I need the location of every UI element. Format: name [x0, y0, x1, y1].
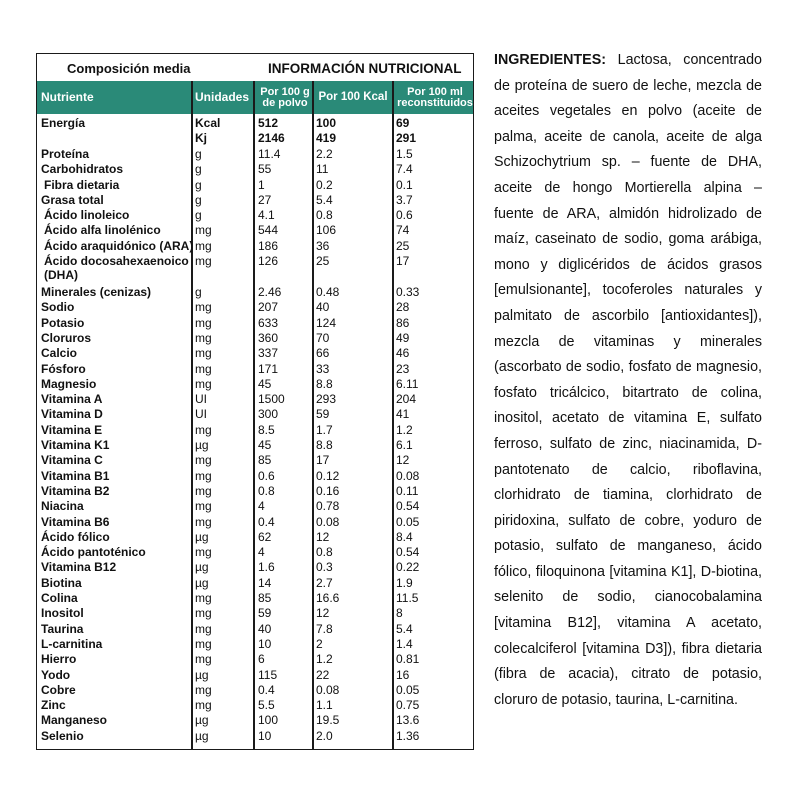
per100g-cell: 40 [258, 621, 272, 636]
per100g-cell: 186 [258, 238, 279, 253]
per100kcal-cell: 2.0 [316, 728, 333, 743]
per100ml-cell: 6.1 [396, 438, 413, 453]
unit-cell: µg [195, 713, 209, 728]
per100ml-cell: 11.5 [396, 591, 419, 606]
per100ml-cell: 0.33 [396, 285, 420, 300]
per100kcal-cell: 22 [316, 667, 330, 682]
unit-cell: mg [195, 621, 212, 636]
per100ml-cell: 0.1 [396, 177, 413, 192]
table-row [37, 545, 473, 560]
per100ml-cell: 204 [396, 392, 417, 407]
per100kcal-cell: 16.6 [316, 591, 340, 606]
per100ml-cell: 0.54 [396, 545, 420, 560]
header-per100g: Por 100 g de polvo [260, 85, 310, 109]
table-title-left: Composición media [67, 61, 191, 76]
per100ml-cell: 13.6 [396, 713, 420, 728]
per100ml-cell: 25 [396, 238, 410, 253]
per100g-cell: 0.6 [258, 468, 275, 483]
nutrition-table [36, 53, 474, 750]
nutrient-name: Vitamina B6 [41, 514, 110, 529]
table-row [37, 223, 473, 238]
per100kcal-cell: 1.2 [316, 652, 333, 667]
per100ml-cell: 49 [396, 330, 410, 345]
per100kcal-cell: 2 [316, 636, 323, 651]
table-row [37, 178, 473, 193]
unit-cell: mg [195, 698, 212, 713]
table-row [37, 698, 473, 713]
nutrient-name: Ácido alfa linolénico [44, 223, 161, 238]
per100ml-cell: 8 [396, 606, 403, 621]
table-row-energy [37, 116, 473, 147]
per100g-cell: 0.4 [258, 514, 275, 529]
per100kcal-cell: 8.8 [316, 438, 333, 453]
per100g-cell: 2146 [258, 131, 285, 145]
per100ml-cell: 23 [396, 361, 410, 376]
per100g-cell: 2.46 [258, 285, 282, 300]
unit-cell: UI [195, 407, 207, 422]
per100g-cell: 85 [258, 453, 272, 468]
unit-cell: g [195, 285, 202, 300]
per100ml-cell: 1.2 [396, 422, 413, 437]
per100g-cell: 8.5 [258, 422, 275, 437]
per100g-cell: 337 [258, 346, 279, 361]
per100g-cell: 1.6 [258, 560, 275, 575]
unit-cell: g [195, 177, 202, 192]
per100kcal-cell: 19.5 [316, 713, 340, 728]
per100ml-cell: 0.22 [396, 560, 420, 575]
table-row [37, 530, 473, 545]
per100ml-cell: 16 [396, 667, 410, 682]
unit-cell: µg [195, 560, 209, 575]
per100g-cell: 512 [258, 116, 279, 130]
per100g-cell: 544 [258, 223, 279, 238]
table-row [37, 423, 473, 438]
table-row [37, 162, 473, 177]
unit-cell: mg [195, 636, 212, 651]
unit-cell: µg [195, 575, 209, 590]
per100g-cell: 360 [258, 330, 279, 345]
header-per100ml: Por 100 ml reconstituidos [397, 85, 473, 109]
per100kcal-cell: 106 [316, 223, 337, 238]
per100g-cell: 10 [258, 636, 272, 651]
unit-cell: mg [195, 682, 212, 697]
table-body [37, 116, 473, 744]
nutrient-name: Vitamina B12 [41, 560, 117, 575]
header-units: Unidades [195, 90, 250, 104]
table-row [37, 193, 473, 208]
per100ml-cell: 1.4 [396, 636, 413, 651]
table-row [37, 683, 473, 698]
unit-cell: g [195, 147, 202, 161]
per100g-cell: 633 [258, 315, 279, 330]
table-row [37, 606, 473, 621]
per100ml-cell: 0.75 [396, 698, 420, 713]
nutrient-name: Yodo [41, 667, 71, 682]
unit-cell: mg [195, 514, 212, 529]
nutrient-name: Grasa total [41, 192, 104, 207]
per100g-cell: 1500 [258, 392, 285, 407]
table-row [37, 499, 473, 514]
per100ml-cell: 28 [396, 300, 410, 315]
per100g-cell: 55 [258, 162, 272, 177]
ingredients-label: INGREDIENTES: [494, 52, 607, 68]
per100g-cell: 14 [258, 575, 272, 590]
nutrient-name: Ácido araquidónico (ARA) [44, 238, 194, 253]
nutrient-name: Ácido docosahexaenoico (DHA) [44, 254, 189, 283]
table-row [37, 484, 473, 499]
unit-cell: mg [195, 468, 212, 483]
header-per100kcal: Por 100 Kcal [318, 91, 388, 103]
per100ml-cell: 0.08 [396, 468, 420, 483]
nutrient-name: Vitamina B1 [41, 468, 110, 483]
unit-cell: mg [195, 422, 212, 437]
nutrient-name: Carbohidratos [41, 162, 124, 177]
per100kcal-cell: 0.3 [316, 560, 333, 575]
ingredients-body: Lactosa, concentrado de proteína de suero de leche, mezcla de aceites vegetales en polvo (aceite de palma, aceite de canola, aceite de alga Schizochytrium sp. – fuente de DHA, aceite de hongo Mortierella alpina – fuente de ARA, almidón hidrolizado de maíz, caseinato de sodio, goma arábiga, mono y diglicéridos de ácidos grasos [emulsionante], tocoferoles naturales y palmitato de ascorbilo [antioxidantes]), mezcla de vitaminas y minerales (ascorbato de sodio, fosfato de magnesio, fosfato tricálcico, bitartrato de colina, inositol, acetato de vitamina E, sulfato ferroso, sulfato de zinc, niacinamida, D-pantotenato de calcio, riboflavina, clorhidrato de tiamina, clorhidrato de piridoxina, sulfato de cobre, yoduro de potasio, sulfato de manganeso, ácido fólico, filoquinona [vitamina K1], D-biotina, selenito de sodio, cianocobalamina [vitamina B12], vitamina A acetato, colecalciferol [vitamina D3]), fibra dietaria (fibra de acacia), citrato de potasio, cloruro de potasio, taurina, L-carnitina. [494, 52, 762, 708]
unit-cell: mg [195, 606, 212, 621]
table-row [37, 208, 473, 223]
table-row [37, 407, 473, 422]
table-row [37, 637, 473, 652]
per100ml-cell: 0.54 [396, 499, 420, 514]
unit-cell: UI [195, 392, 207, 407]
unit-cell: mg [195, 300, 212, 315]
per100kcal-cell: 0.08 [316, 682, 340, 697]
per100g-cell: 45 [258, 376, 272, 391]
nutrient-name: Biotina [41, 575, 82, 590]
per100kcal-cell: 0.16 [316, 483, 340, 498]
per100g-cell: 27 [258, 192, 272, 207]
nutrient-name: Vitamina B2 [41, 483, 110, 498]
per100g-cell: 1 [258, 177, 265, 192]
unit-cell: µg [195, 728, 209, 743]
nutrient-name: Proteína [41, 147, 90, 161]
table-row [37, 713, 473, 728]
per100g-cell: 62 [258, 529, 272, 544]
unit-cell: mg [195, 330, 212, 345]
nutrient-name: Colina [41, 591, 78, 606]
unit-cell: mg [195, 453, 212, 468]
table-row [37, 316, 473, 331]
unit-cell: µg [195, 438, 209, 453]
table-row [37, 560, 473, 575]
table-row [37, 652, 473, 667]
nutrient-name: Zinc [41, 698, 66, 713]
nutrient-name: Cloruros [41, 330, 92, 345]
unit-cell: mg [195, 652, 212, 667]
nutrient-name: Ácido fólico [41, 529, 110, 544]
per100g-cell: 85 [258, 591, 272, 606]
unit-cell: µg [195, 667, 209, 682]
per100ml-cell: 69 [396, 116, 410, 130]
table-row [37, 576, 473, 591]
nutrient-name: Inositol [41, 606, 84, 621]
per100kcal-cell: 2.2 [316, 147, 333, 161]
per100g-cell: 5.5 [258, 698, 275, 713]
per100kcal-cell: 36 [316, 238, 330, 253]
per100g-cell: 207 [258, 300, 279, 315]
nutrient-name: Ácido pantoténico [41, 545, 146, 560]
per100ml-cell: 0.11 [396, 483, 419, 498]
per100kcal-cell: 25 [316, 254, 330, 269]
table-row [37, 331, 473, 346]
per100g-cell: 0.8 [258, 483, 275, 498]
per100g-cell: 300 [258, 407, 279, 422]
per100ml-cell: 8.4 [396, 529, 413, 544]
table-row [37, 515, 473, 530]
nutrient-name: Minerales (cenizas) [41, 285, 152, 300]
nutrient-name: Manganeso [41, 713, 108, 728]
per100ml-cell: 3.7 [396, 192, 413, 207]
nutrient-name: Taurina [41, 621, 84, 636]
per100ml-cell: 1.9 [396, 575, 413, 590]
unit-cell: mg [195, 499, 212, 514]
table-row [37, 453, 473, 468]
table-title-right: INFORMACIÓN NUTRICIONAL [268, 61, 462, 76]
per100ml-cell: 0.05 [396, 514, 420, 529]
per100g-cell: 45 [258, 438, 272, 453]
nutrient-name: Energía [41, 116, 86, 130]
per100ml-cell: 6.11 [396, 376, 419, 391]
per100g-cell: 4 [258, 499, 265, 514]
per100kcal-cell: 33 [316, 361, 330, 376]
per100kcal-cell: 59 [316, 407, 330, 422]
unit-cell: mg [195, 361, 212, 376]
per100kcal-cell: 0.48 [316, 285, 340, 300]
per100kcal-cell: 0.12 [316, 468, 340, 483]
per100ml-cell: 1.5 [396, 147, 413, 161]
per100kcal-cell: 12 [316, 529, 330, 544]
per100ml-cell: 41 [396, 407, 410, 422]
unit-cell: mg [195, 315, 212, 330]
per100kcal-cell: 5.4 [316, 192, 333, 207]
unit-cell: Kcal [195, 116, 221, 130]
per100kcal-cell: 419 [316, 131, 337, 145]
nutrient-name: Potasio [41, 315, 85, 330]
per100kcal-cell: 17 [316, 453, 330, 468]
per100kcal-cell: 7.8 [316, 621, 333, 636]
per100ml-cell: 0.81 [396, 652, 420, 667]
nutrient-name: Vitamina E [41, 422, 103, 437]
nutrient-name: Vitamina C [41, 453, 103, 468]
nutrient-name: Fibra dietaria [44, 177, 120, 192]
per100kcal-cell: 100 [316, 116, 337, 130]
nutrient-name: Niacina [41, 499, 84, 514]
per100kcal-cell: 11 [316, 162, 329, 177]
per100ml-cell: 291 [396, 131, 417, 145]
table-row [37, 668, 473, 683]
per100g-cell: 0.4 [258, 682, 275, 697]
table-title-bar [37, 54, 473, 81]
per100kcal-cell: 2.7 [316, 575, 333, 590]
per100kcal-cell: 0.78 [316, 499, 340, 514]
unit-cell: g [195, 208, 202, 223]
per100g-cell: 4 [258, 545, 265, 560]
per100ml-cell: 7.4 [396, 162, 413, 177]
table-row [37, 469, 473, 484]
nutrient-name: Magnesio [41, 376, 97, 391]
unit-cell: g [195, 192, 202, 207]
nutrient-name: Sodio [41, 300, 75, 315]
table-row [37, 438, 473, 453]
per100kcal-cell: 40 [316, 300, 330, 315]
table-row [37, 392, 473, 407]
table-row [37, 377, 473, 392]
unit-cell: mg [195, 254, 212, 269]
per100kcal-cell: 293 [316, 392, 337, 407]
per100kcal-cell: 66 [316, 346, 330, 361]
unit-cell: mg [195, 483, 212, 498]
per100ml-cell: 74 [396, 223, 410, 238]
per100kcal-cell: 0.2 [316, 177, 333, 192]
per100kcal-cell: 8.8 [316, 376, 333, 391]
unit-cell: g [195, 162, 202, 177]
per100g-cell: 100 [258, 713, 279, 728]
per100ml-cell: 1.36 [396, 728, 420, 743]
per100ml-cell: 46 [396, 346, 410, 361]
table-header-row [37, 81, 473, 114]
per100ml-cell: 12 [396, 453, 410, 468]
per100g-cell: 6 [258, 652, 265, 667]
unit-cell: mg [195, 545, 212, 560]
nutrient-name: Fósforo [41, 361, 86, 376]
nutrient-name: Vitamina A [41, 392, 103, 407]
per100kcal-cell: 70 [316, 330, 330, 345]
table-row [37, 591, 473, 606]
per100ml-cell: 0.05 [396, 682, 420, 697]
per100g-cell: 115 [258, 667, 278, 682]
unit-cell: mg [195, 346, 212, 361]
table-row [37, 622, 473, 637]
per100g-cell: 10 [258, 728, 272, 743]
table-row [37, 300, 473, 315]
unit-cell: mg [195, 376, 212, 391]
header-nutrient: Nutriente [41, 90, 94, 104]
ingredients-text [494, 48, 762, 713]
per100kcal-cell: 0.8 [316, 208, 333, 223]
per100kcal-cell: 0.8 [316, 545, 333, 560]
unit-cell: mg [195, 223, 212, 238]
per100ml-cell: 0.6 [396, 208, 413, 223]
nutrient-name: Hierro [41, 652, 77, 667]
per100kcal-cell: 0.08 [316, 514, 340, 529]
table-row [37, 239, 473, 254]
unit-cell: µg [195, 529, 209, 544]
unit-cell: mg [195, 591, 212, 606]
table-row [37, 729, 473, 744]
nutrient-name: Ácido linoleico [44, 208, 130, 223]
nutrient-name: Vitamina K1 [41, 438, 110, 453]
per100kcal-cell: 1.7 [316, 422, 333, 437]
per100ml-cell: 86 [396, 315, 410, 330]
table-row [37, 346, 473, 361]
table-row [37, 147, 473, 162]
per100ml-cell: 5.4 [396, 621, 413, 636]
per100g-cell: 171 [258, 361, 279, 376]
per100kcal-cell: 12 [316, 606, 330, 621]
nutrient-name: Vitamina D [41, 407, 103, 422]
per100kcal-cell: 1.1 [316, 698, 333, 713]
per100g-cell: 59 [258, 606, 272, 621]
table-row [37, 362, 473, 377]
unit-cell: Kj [195, 131, 207, 145]
per100kcal-cell: 124 [316, 315, 337, 330]
table-row [37, 285, 473, 300]
nutrient-name: Cobre [41, 682, 76, 697]
per100g-cell: 126 [258, 254, 279, 269]
nutrient-name: Selenio [41, 728, 84, 743]
per100ml-cell: 17 [396, 254, 410, 269]
nutrient-name: L-carnitina [41, 636, 103, 651]
nutrient-name: Calcio [41, 346, 78, 361]
table-row [37, 254, 473, 285]
unit-cell: mg [195, 238, 212, 253]
per100g-cell: 4.1 [258, 208, 275, 223]
per100g-cell: 11.4 [258, 147, 281, 161]
